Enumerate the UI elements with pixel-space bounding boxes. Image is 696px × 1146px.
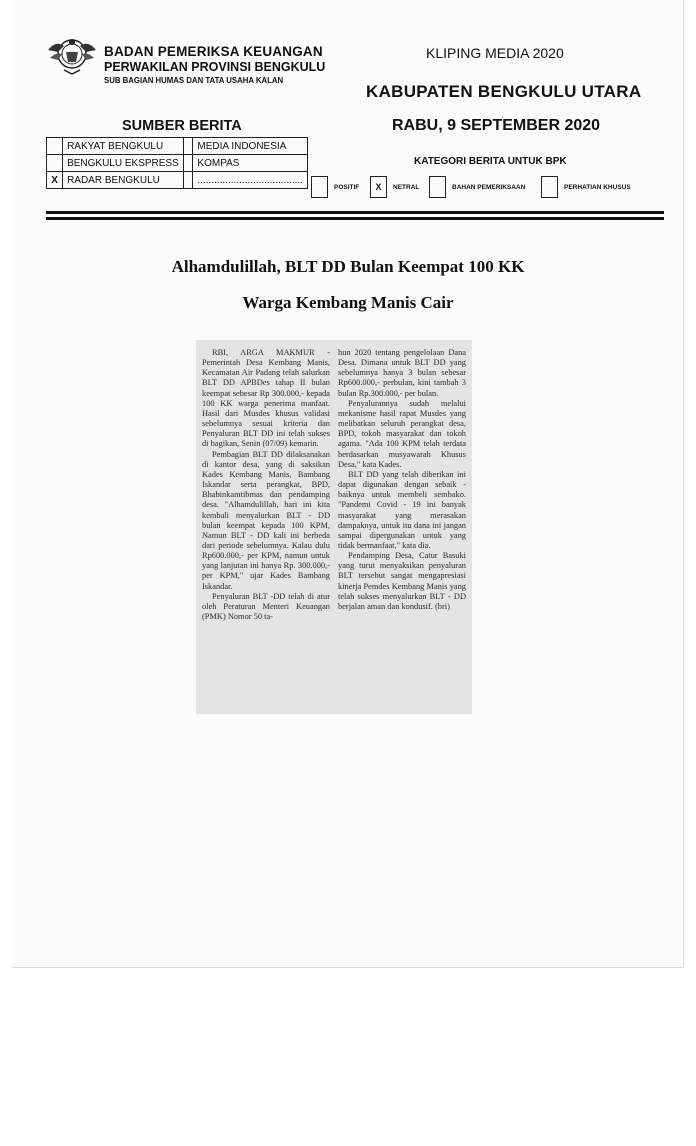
category-checkbox — [541, 176, 558, 198]
org-branch: PERWAKILAN PROVINSI BENGKULU — [104, 60, 326, 74]
source-check — [183, 155, 193, 172]
article-paragraph: BLT DD yang telah diberikan ini dapat digunakan dengan sebaik - baiknya untuk membeli sembako. "Pandemi Covid - 19 ini banyak masyarakat yang merasakan dampaknya, untuk itu dana ini jangan sampai dipergunakan untuk yang tidak bermanfaat," kata dia. — [338, 469, 466, 550]
region-title: KABUPATEN BENGKULU UTARA — [366, 82, 642, 101]
source-check — [183, 138, 193, 155]
article-subheadline: Warga Kembang Manis Cair — [242, 293, 454, 312]
article-paragraph: Pembagian BLT DD dilaksanakan di kantor desa, yang di saksikan Kades Kembang Manis, Bambang Iskandar serta perangkat, BPD, Bhabinkamtibmas dan pendamping desa. "Alhamdulillah, hari ini kita kembali menyalurkan BLT - DD bulan keempat kepada 100 KPM, Namun BLT - DD kali ini berbeda dari periode sebelumnya. Kalau dulu Rp600.000,- per KPM, namun untuk yang lanjutan ini hanya Rp. 300.000,- per KPM," ujar Kades Bambang Iskandar. — [202, 449, 330, 591]
article-paragraph: Penyalurannya sudah melalui mekanisme hasil rapat Musdes yang melibatkan seluruh perangkat desa, BPD, tokoh masyarakat dan tokoh agama. "Ada 100 KPM telah terdata berdasarkan musyawarah Khusus Desa," kata Kades. — [338, 398, 466, 469]
category-label: BAHAN PEMERIKSAAN — [452, 183, 526, 191]
date-title: RABU, 9 SEPTEMBER 2020 — [392, 117, 601, 134]
kategori-title: KATEGORI BERITA UNTUK BPK — [414, 156, 567, 167]
category-label: NETRAL — [393, 183, 420, 191]
article-paragraph: Penyaluran BLT -DD telah di atur oleh Peraturan Menteri Keuangan (PMK) Nomor 50 ta- — [202, 591, 330, 622]
source-name: RADAR BENGKULU — [63, 172, 184, 189]
source-name: BENGKULU EKSPRESS — [63, 155, 184, 172]
category-label: PERHATIAN KHUSUS — [564, 183, 631, 191]
category-bahan-pemeriksaan — [429, 176, 525, 198]
article-paragraph: Pendamping Desa, Catur Basuki yang turut menyaksikan penyaluran BLT tersebut sangat mengapresiasi kinerja Pemdes Kembang Manis yang telah sukses menyalurkan BLT - DD berjalan aman dan kondusif. (bri) — [338, 551, 466, 611]
category-checkbox: X — [370, 176, 387, 198]
source-check — [47, 155, 63, 172]
article-column-right — [338, 348, 466, 710]
org-subunit: SUB BAGIAN HUMAS DAN TATA USAHA KALAN — [104, 76, 284, 85]
org-name: BADAN PEMERIKSA KEUANGAN — [104, 44, 323, 59]
category-netral — [370, 176, 419, 198]
category-label: POSITIF — [334, 183, 360, 191]
source-name: KOMPAS — [193, 155, 308, 172]
sumber-table — [46, 137, 308, 189]
source-name: ...................................... — [193, 172, 308, 189]
clipping-sheet — [12, 0, 684, 968]
category-checkbox — [429, 176, 446, 198]
kliping-label: KLIPING MEDIA 2020 — [426, 45, 564, 61]
category-checkbox — [311, 176, 328, 198]
sumber-title: SUMBER BERITA — [122, 118, 242, 134]
category-perhatian-khusus — [541, 176, 631, 198]
source-check — [183, 172, 193, 189]
article-column-left — [202, 348, 330, 710]
article-paragraph: hun 2020 tentang pengelolaan Dana Desa. Dimana untuk BLT DD yang sebelumnya hanya 3 bulan sebesar Rp600.000,- perbulan, kini tambah 3 bulan Rp.300.000,- per bulan. — [338, 348, 466, 398]
table-row — [47, 155, 308, 172]
table-row — [47, 138, 308, 155]
article-paragraph: RBI, ARGA MAKMUR - Pemerintah Desa Kembang Manis, Kecamatan Air Padang telah salurkan BLT DD APBDes tahap II bulan keempat sebesar Rp 300.000,- kepada 100 KK warga penerima manfaat. Hasil dari Musdes khusus validasi sebelumnya sesuai kriteria dan Penyaluran BLT DD ini telah sukses di bagikan, Senin (07/09) kemarin. — [202, 348, 330, 449]
category-positif — [311, 176, 359, 198]
garuda-emblem-icon — [46, 30, 98, 78]
divider — [46, 211, 664, 214]
table-row — [47, 172, 308, 189]
source-check: X — [47, 172, 63, 189]
article-headline: Alhamdulillah, BLT DD Bulan Keempat 100 KK — [171, 257, 525, 276]
source-name: MEDIA INDONESIA — [193, 138, 308, 155]
divider — [46, 217, 664, 220]
source-check — [47, 138, 63, 155]
source-name: RAKYAT BENGKULU — [63, 138, 184, 155]
newspaper-clipping — [196, 340, 472, 714]
